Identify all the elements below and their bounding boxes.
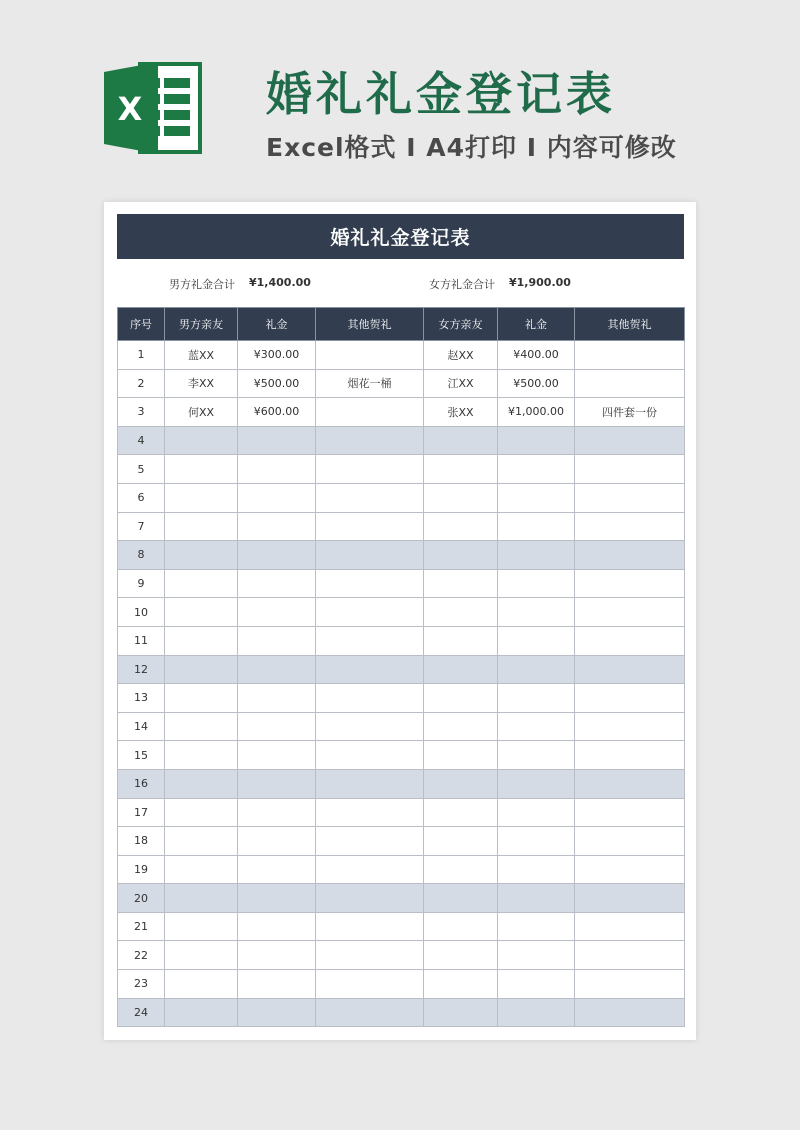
cell-bride-other-gift[interactable]: 四件套一份 [575,398,685,427]
cell-index[interactable]: 9 [118,569,165,598]
cell-bride-gift-money[interactable] [498,769,575,798]
cell-bride-guest[interactable] [424,541,498,570]
cell-bride-other-gift[interactable] [575,426,685,455]
cell-groom-gift-money[interactable] [238,941,316,970]
cell-bride-guest[interactable] [424,598,498,627]
cell-groom-other-gift[interactable] [316,483,424,512]
cell-index[interactable]: 4 [118,426,165,455]
cell-groom-other-gift[interactable] [316,655,424,684]
table-row [118,483,685,512]
cell-groom-guest[interactable] [165,569,238,598]
cell-bride-other-gift[interactable] [575,369,685,398]
cell-groom-other-gift[interactable] [316,512,424,541]
column-header-groom-gift-money: 礼金 [238,308,316,341]
table-row [118,684,685,713]
cell-index[interactable]: 20 [118,884,165,913]
cell-bride-guest[interactable] [424,941,498,970]
table-row [118,655,685,684]
cell-bride-guest[interactable] [424,970,498,999]
cell-groom-guest[interactable] [165,684,238,713]
cell-groom-gift-money[interactable] [238,855,316,884]
cell-groom-gift-money[interactable] [238,483,316,512]
cell-groom-other-gift[interactable] [316,769,424,798]
cell-groom-guest[interactable] [165,626,238,655]
cell-bride-guest[interactable] [424,884,498,913]
cell-groom-guest[interactable] [165,426,238,455]
cell-groom-guest[interactable] [165,598,238,627]
cell-bride-gift-money[interactable] [498,541,575,570]
cell-bride-gift-money[interactable] [498,626,575,655]
cell-groom-gift-money[interactable] [238,741,316,770]
cell-bride-other-gift[interactable] [575,998,685,1027]
cell-bride-other-gift[interactable] [575,912,685,941]
cell-groom-other-gift[interactable] [316,855,424,884]
cell-bride-other-gift[interactable] [575,827,685,856]
cell-bride-gift-money[interactable] [498,455,575,484]
cell-groom-other-gift[interactable] [316,426,424,455]
table-row [118,626,685,655]
cell-bride-other-gift[interactable] [575,712,685,741]
table-row [118,970,685,999]
cell-groom-gift-money[interactable] [238,827,316,856]
cell-groom-other-gift[interactable] [316,912,424,941]
table-row [118,912,685,941]
cell-bride-gift-money[interactable] [498,426,575,455]
cell-bride-guest[interactable] [424,684,498,713]
column-header-groom-guest: 男方亲友 [165,308,238,341]
cell-index[interactable]: 14 [118,712,165,741]
cell-groom-gift-money[interactable] [238,541,316,570]
column-header-bride-other-gift: 其他贺礼 [575,308,685,341]
column-header-index: 序号 [118,308,165,341]
cell-bride-gift-money[interactable] [498,483,575,512]
cell-groom-other-gift[interactable] [316,998,424,1027]
table-body [118,341,685,1027]
cell-bride-other-gift[interactable] [575,569,685,598]
cell-bride-guest[interactable] [424,912,498,941]
logo-letter: X [117,90,143,128]
cell-groom-other-gift[interactable] [316,941,424,970]
table-header-row [118,308,685,341]
table-row [118,598,685,627]
cell-index[interactable]: 18 [118,827,165,856]
cell-groom-guest[interactable]: 李XX [165,369,238,398]
cell-groom-other-gift[interactable] [316,712,424,741]
cell-groom-gift-money[interactable] [238,912,316,941]
table-row [118,398,685,427]
cell-bride-other-gift[interactable] [575,341,685,370]
cell-index[interactable]: 13 [118,684,165,713]
cell-index[interactable]: 22 [118,941,165,970]
table-row [118,426,685,455]
sheet-title: 婚礼礼金登记表 [117,214,684,259]
cell-groom-other-gift[interactable] [316,626,424,655]
cell-groom-gift-money[interactable] [238,655,316,684]
table-row [118,341,685,370]
table-row [118,569,685,598]
cell-groom-guest[interactable] [165,741,238,770]
cell-index[interactable]: 10 [118,598,165,627]
cell-bride-gift-money[interactable] [498,970,575,999]
cell-groom-gift-money[interactable] [238,426,316,455]
cell-bride-gift-money[interactable] [498,712,575,741]
cell-bride-other-gift[interactable] [575,541,685,570]
cell-groom-other-gift[interactable] [316,398,424,427]
table-row [118,855,685,884]
cell-groom-gift-money[interactable] [238,684,316,713]
cell-groom-gift-money[interactable] [238,598,316,627]
cell-bride-guest[interactable] [424,855,498,884]
cell-bride-guest[interactable] [424,769,498,798]
cell-bride-gift-money[interactable] [498,741,575,770]
cell-bride-guest[interactable] [424,626,498,655]
cell-bride-guest[interactable] [424,426,498,455]
cell-bride-gift-money[interactable] [498,798,575,827]
cell-bride-guest[interactable] [424,569,498,598]
cell-groom-other-gift[interactable] [316,569,424,598]
cell-groom-other-gift[interactable] [316,798,424,827]
groom-total-label: 男方礼金合计 [169,278,235,291]
cell-index[interactable]: 3 [118,398,165,427]
cell-groom-gift-money[interactable] [238,769,316,798]
cell-groom-guest[interactable] [165,455,238,484]
cell-groom-gift-money[interactable] [238,512,316,541]
cell-groom-guest[interactable] [165,655,238,684]
cell-bride-gift-money[interactable] [498,569,575,598]
cell-groom-guest[interactable] [165,798,238,827]
cell-index[interactable]: 24 [118,998,165,1027]
page-header [0,0,800,190]
cell-index[interactable]: 7 [118,512,165,541]
cell-bride-gift-money[interactable] [498,598,575,627]
excel-logo-icon [104,60,204,156]
cell-groom-other-gift[interactable]: 烟花一桶 [316,369,424,398]
cell-bride-guest[interactable] [424,741,498,770]
table-row [118,798,685,827]
cell-bride-guest[interactable] [424,455,498,484]
cell-groom-guest[interactable] [165,970,238,999]
cell-groom-gift-money[interactable] [238,712,316,741]
sheet-paper [104,202,696,1040]
cell-bride-gift-money[interactable] [498,684,575,713]
cell-index[interactable]: 11 [118,626,165,655]
cell-bride-guest[interactable] [424,712,498,741]
cell-groom-other-gift[interactable] [316,970,424,999]
cell-index[interactable]: 12 [118,655,165,684]
cell-bride-other-gift[interactable] [575,684,685,713]
cell-bride-guest[interactable]: 江XX [424,369,498,398]
cell-groom-other-gift[interactable] [316,741,424,770]
page-subtitle: Excel格式 I A4打印 I 内容可修改 [266,133,677,162]
cell-bride-other-gift[interactable] [575,769,685,798]
column-header-groom-other-gift: 其他贺礼 [316,308,424,341]
cell-index[interactable]: 6 [118,483,165,512]
column-header-bride-guest: 女方亲友 [424,308,498,341]
cell-index[interactable]: 16 [118,769,165,798]
cell-bride-other-gift[interactable] [575,598,685,627]
column-header-bride-gift-money: 礼金 [498,308,575,341]
cell-groom-guest[interactable] [165,884,238,913]
cell-bride-gift-money[interactable]: ¥1,000.00 [498,398,575,427]
cell-bride-guest[interactable] [424,483,498,512]
cell-bride-other-gift[interactable] [575,798,685,827]
table-row [118,998,685,1027]
cell-groom-gift-money[interactable] [238,626,316,655]
cell-groom-guest[interactable] [165,827,238,856]
cell-groom-other-gift[interactable] [316,684,424,713]
cell-index[interactable]: 23 [118,970,165,999]
cell-bride-gift-money[interactable] [498,912,575,941]
cell-groom-guest[interactable]: 何XX [165,398,238,427]
cell-bride-gift-money[interactable] [498,855,575,884]
table-row [118,884,685,913]
cell-groom-gift-money[interactable] [238,884,316,913]
cell-bride-other-gift[interactable] [575,741,685,770]
cell-index[interactable]: 15 [118,741,165,770]
cell-bride-guest[interactable]: 赵XX [424,341,498,370]
cell-groom-guest[interactable] [165,912,238,941]
cell-bride-other-gift[interactable] [575,970,685,999]
cell-groom-gift-money[interactable] [238,998,316,1027]
cell-bride-other-gift[interactable] [575,483,685,512]
table-row [118,369,685,398]
table-row [118,541,685,570]
cell-bride-other-gift[interactable] [575,626,685,655]
cell-bride-other-gift[interactable] [575,655,685,684]
cell-bride-guest[interactable] [424,655,498,684]
table-row [118,712,685,741]
table-row [118,827,685,856]
page-title: 婚礼礼金登记表 [266,67,616,121]
cell-groom-guest[interactable] [165,998,238,1027]
cell-groom-other-gift[interactable] [316,541,424,570]
cell-bride-other-gift[interactable] [575,941,685,970]
cell-bride-guest[interactable] [424,827,498,856]
cell-bride-gift-money[interactable] [498,512,575,541]
cell-index[interactable]: 5 [118,455,165,484]
cell-groom-gift-money[interactable]: ¥600.00 [238,398,316,427]
cell-groom-other-gift[interactable] [316,341,424,370]
cell-groom-gift-money[interactable] [238,970,316,999]
cell-groom-gift-money[interactable] [238,569,316,598]
cell-bride-guest[interactable] [424,798,498,827]
cell-groom-other-gift[interactable] [316,455,424,484]
totals-bar [117,270,684,296]
cell-bride-gift-money[interactable] [498,884,575,913]
cell-groom-guest[interactable]: 蓝XX [165,341,238,370]
bride-total-label: 女方礼金合计 [429,278,495,291]
cell-bride-other-gift[interactable] [575,455,685,484]
cell-groom-gift-money[interactable] [238,455,316,484]
cell-groom-gift-money[interactable] [238,798,316,827]
cell-groom-gift-money[interactable]: ¥300.00 [238,341,316,370]
cell-bride-other-gift[interactable] [575,512,685,541]
cell-bride-guest[interactable]: 张XX [424,398,498,427]
cell-bride-other-gift[interactable] [575,855,685,884]
cell-bride-gift-money[interactable] [498,941,575,970]
cell-groom-guest[interactable] [165,712,238,741]
cell-index[interactable]: 19 [118,855,165,884]
cell-index[interactable]: 1 [118,341,165,370]
cell-groom-guest[interactable] [165,941,238,970]
cell-bride-gift-money[interactable]: ¥400.00 [498,341,575,370]
cell-groom-other-gift[interactable] [316,827,424,856]
cell-groom-other-gift[interactable] [316,884,424,913]
cell-groom-other-gift[interactable] [316,598,424,627]
cell-bride-other-gift[interactable] [575,884,685,913]
cell-bride-guest[interactable] [424,512,498,541]
gift-table [117,307,685,1027]
table-row [118,941,685,970]
cell-groom-guest[interactable] [165,541,238,570]
table-row [118,769,685,798]
cell-bride-gift-money[interactable] [498,998,575,1027]
cell-index[interactable]: 8 [118,541,165,570]
cell-bride-gift-money[interactable] [498,827,575,856]
cell-groom-guest[interactable] [165,769,238,798]
cell-index[interactable]: 21 [118,912,165,941]
cell-bride-guest[interactable] [424,998,498,1027]
cell-groom-gift-money[interactable]: ¥500.00 [238,369,316,398]
cell-bride-gift-money[interactable]: ¥500.00 [498,369,575,398]
groom-total-value: ¥1,400.00 [249,276,311,289]
bride-total-value: ¥1,900.00 [509,276,571,289]
table-row [118,741,685,770]
cell-groom-guest[interactable] [165,855,238,884]
cell-index[interactable]: 2 [118,369,165,398]
cell-groom-guest[interactable] [165,512,238,541]
cell-groom-guest[interactable] [165,483,238,512]
cell-index[interactable]: 17 [118,798,165,827]
cell-bride-gift-money[interactable] [498,655,575,684]
table-row [118,455,685,484]
table-row [118,512,685,541]
